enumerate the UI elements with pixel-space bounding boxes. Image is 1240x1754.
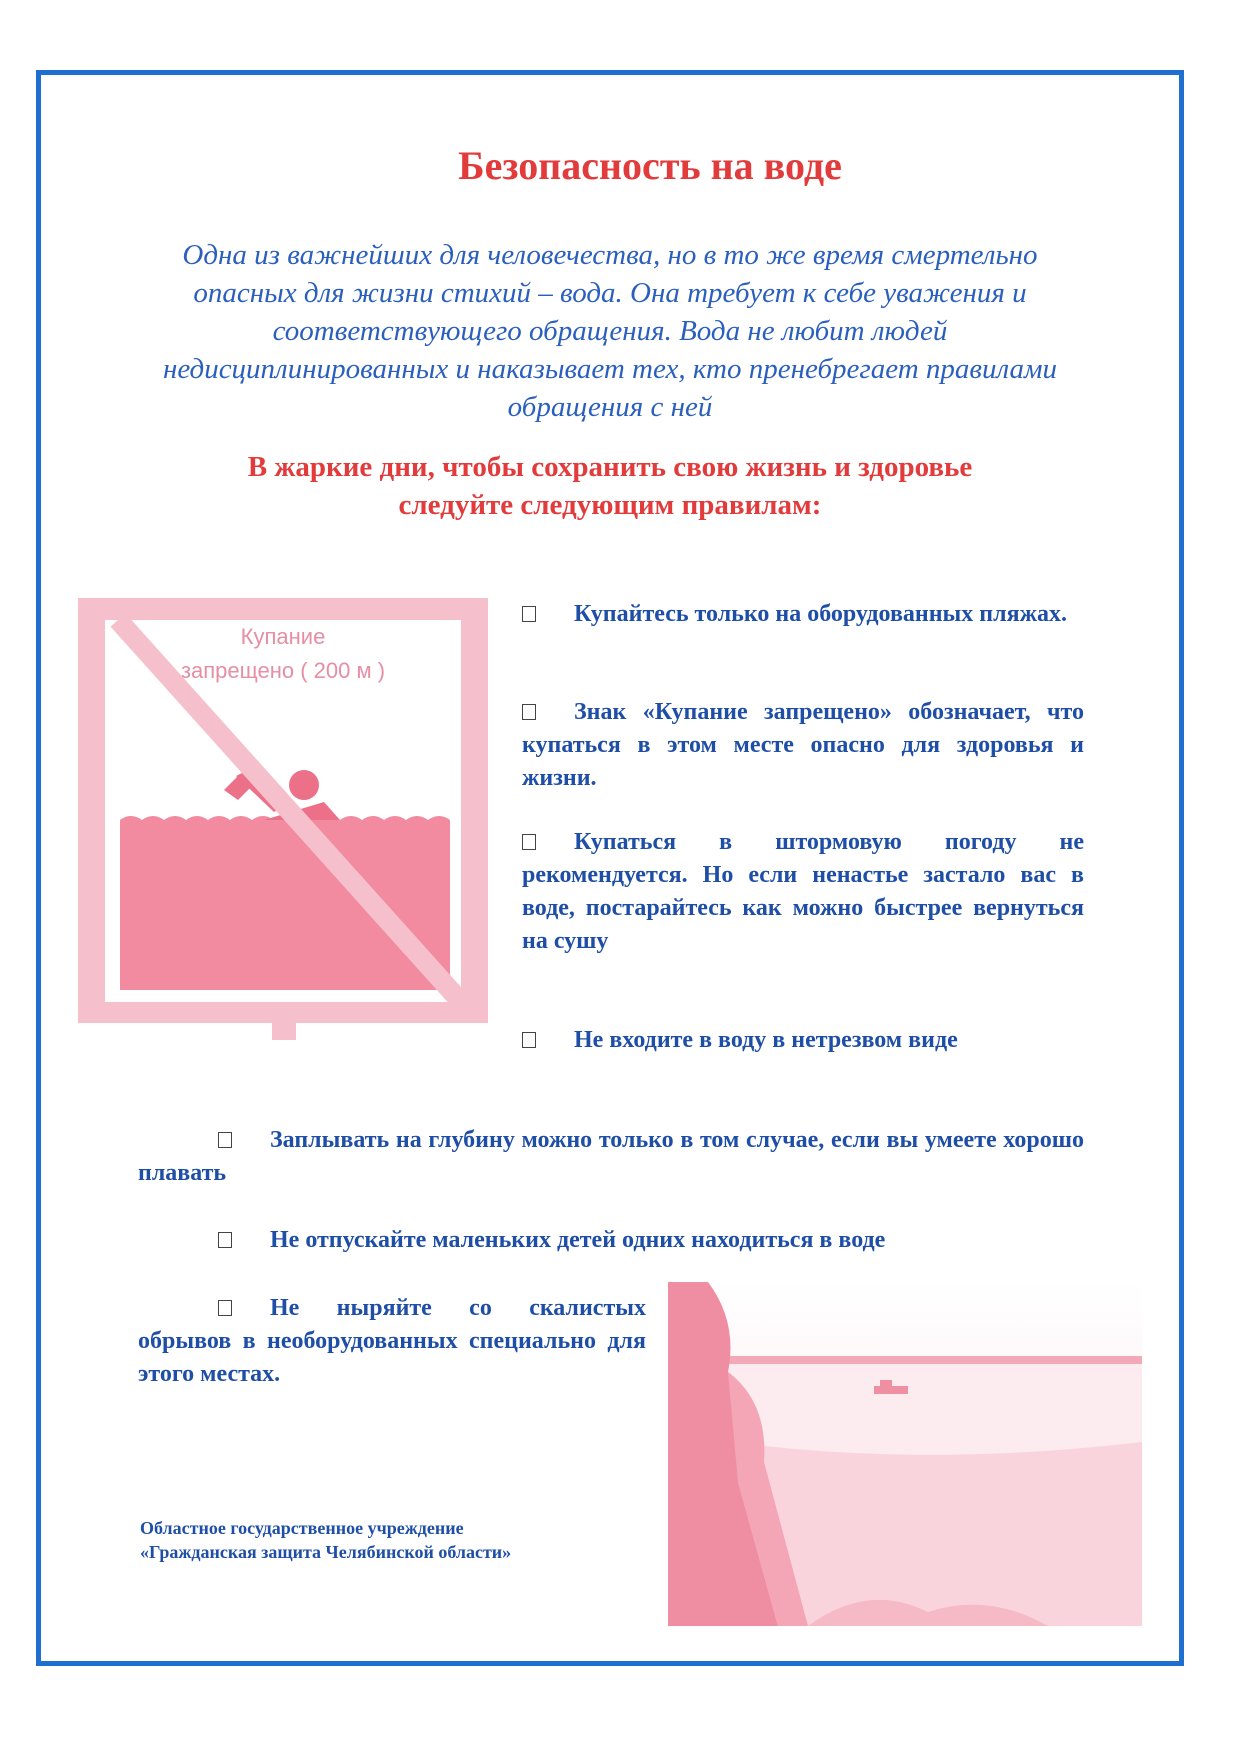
footer-line-1: Областное государственное учреждение [140, 1518, 464, 1538]
intro-paragraph: Одна из важнейших для человечества, но в то же время смертельно опасных для жизни стихий – вода. Она требует к себе уважения и соответствующего обращения. Вода не любит людей недисциплинированных и наказывает тех, кто пренебрегает правилами обращения с ней [162, 239, 1057, 423]
checkbox-icon [522, 1032, 536, 1048]
rule-item-5 [138, 1124, 1084, 1190]
rule-text-5: Заплывать на глубину можно только в том случае, если вы умеете хорошо плавать [138, 1127, 1084, 1186]
rule-item-1 [522, 598, 1084, 631]
checkbox-icon [522, 704, 536, 720]
lake-photo [668, 1282, 1142, 1626]
checkbox-icon [522, 834, 536, 850]
checkbox-icon [218, 1132, 232, 1148]
checkbox-icon [218, 1232, 232, 1248]
rule-text-2: Знак «Купание запрещено» обозначает, что купаться в этом месте опасно для здоровья и жизни. [522, 699, 1084, 791]
footer-line-2: «Гражданская защита Челябинской области» [140, 1542, 512, 1562]
rule-text-6: Не отпускайте маленьких детей одних находиться в воде [270, 1227, 886, 1253]
rule-item-4 [522, 1024, 1084, 1057]
sign-text-line-2: запрещено ( 200 м ) [180, 658, 386, 683]
rules-heading [130, 448, 1090, 524]
rules-heading-line-1: В жаркие дни, чтобы сохранить свою жизнь и здоровье [247, 451, 973, 483]
page-title: Безопасность на воде [458, 143, 842, 188]
no-swimming-sign [78, 598, 488, 1043]
rules-heading-line-2: следуйте следующим правилам: [398, 489, 822, 521]
checkbox-icon [522, 606, 536, 622]
rule-text-1: Купайтесь только на оборудованных пляжах. [574, 601, 1067, 627]
rule-item-2 [522, 696, 1084, 795]
rule-item-3 [522, 826, 1084, 958]
checkbox-icon [218, 1300, 232, 1316]
rule-item-7 [138, 1292, 646, 1391]
rule-text-3: Купаться в штормовую погоду не рекомендуется. Но если ненастье застало вас в воде, постарайтесь как можно быстрее вернуться на сушу [522, 829, 1084, 954]
rule-text-7: Не ныряйте со скалистых обрывов в необорудованных специально для этого местах. [138, 1295, 646, 1387]
rule-text-4: Не входите в воду в нетрезвом виде [574, 1027, 958, 1053]
sign-text-line-1: Купание [240, 624, 326, 649]
footer-organization [140, 1516, 511, 1564]
rule-item-6 [138, 1224, 1084, 1257]
